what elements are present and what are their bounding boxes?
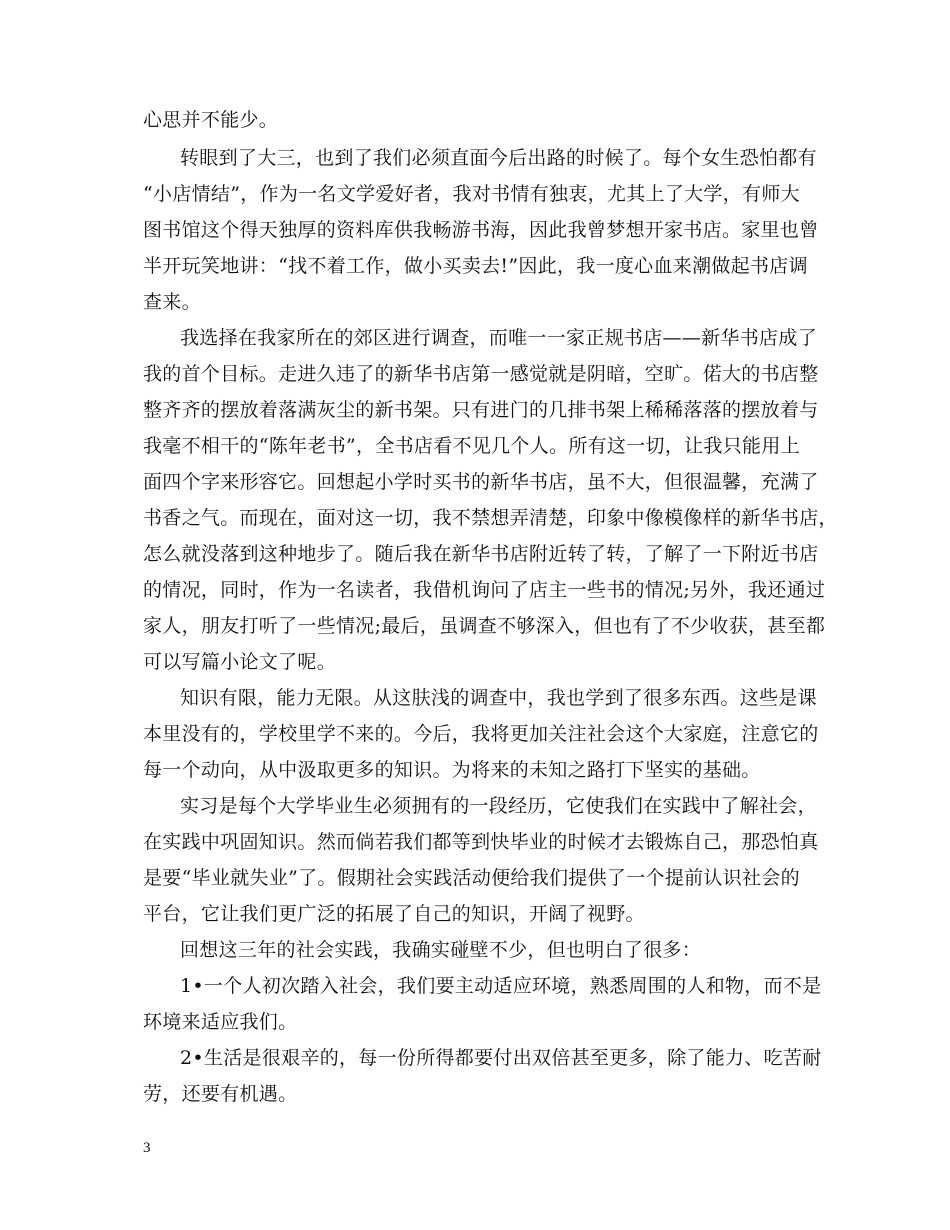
text-line: 转眼到了大三，也到了我们必须直面今后出路的时候了。每个女生恐怕都有 [180, 147, 817, 169]
text-line: 2•生活是很艰辛的，每一份所得都要付出双倍甚至更多，除了能力、吃苦耐 [180, 1047, 822, 1069]
text-line: 面四个字来形容它。回想起小学时买书的新华书店，虽不大，但很温馨，充满了 [143, 471, 819, 493]
text-line: 整齐齐的摆放着落满灰尘的新书架。只有进门的几排书架上稀稀落落的摆放着与 [143, 399, 819, 421]
text-line: 查来。 [143, 291, 201, 313]
text-line: 我选择在我家所在的郊区进行调查，而唯一一家正规书店——新华书店成了 [180, 327, 817, 349]
text-line: 环境来适应我们。 [143, 1011, 298, 1033]
text-line: 书香之气。而现在，面对这一切，我不禁想弄清楚，印象中像模像样的新华书店， [143, 507, 838, 529]
text-line: 我的首个目标。走进久违了的新华书店第一感觉就是阴暗，空旷。偌大的书店整 [143, 363, 819, 385]
text-line: 回想这三年的社会实践，我确实碰壁不少，但也明白了很多： [180, 939, 702, 961]
text-line: 是要“毕业就失业”了。假期社会实践活动便给我们提供了一个提前认识社会的 [143, 867, 800, 889]
text-line: 知识有限，能力无限。从这肤浅的调查中，我也学到了很多东西。这些是课 [180, 687, 817, 709]
page-number: 3 [143, 1140, 151, 1156]
text-line: 家人，朋友打听了一些情况;最后，虽调查不够深入，但也有了不少收获，甚至都 [143, 615, 826, 637]
text-line: 每一个动向，从中汲取更多的知识。为将来的未知之路打下坚实的基础。 [143, 759, 761, 781]
text-line: 可以写篇小论文了呢。 [143, 651, 337, 673]
text-line: 的情况，同时，作为一名读者，我借机询问了店主一些书的情况;另外，我还通过 [143, 579, 826, 601]
text-line: 图书馆这个得天独厚的资料库供我畅游书海，因此我曾梦想开家书店。家里也曾 [143, 219, 819, 241]
text-line: 半开玩笑地讲：“找不着工作，做小买卖去!”因此，我一度心血来潮做起书店调 [143, 255, 808, 277]
text-line: 心思并不能少。 [143, 109, 279, 131]
text-line: 本里没有的，学校里学不来的。今后，我将更加关注社会这个大家庭，注意它的 [143, 723, 819, 745]
text-line: 劳，还要有机遇。 [143, 1083, 298, 1105]
text-line: 1•一个人初次踏入社会，我们要主动适应环境，熟悉周围的人和物，而不是 [180, 975, 822, 997]
text-line: 实习是每个大学毕业生必须拥有的一段经历，它使我们在实践中了解社会， [180, 795, 817, 817]
text-line: 我毫不相干的“陈年老书”，全书店看不见几个人。所有这一切，让我只能用上 [143, 435, 800, 457]
text-line: 平台，它让我们更广泛的拓展了自己的知识，开阔了视野。 [143, 903, 645, 925]
text-line: “小店情结”，作为一名文学爱好者，我对书情有独衷，尤其上了大学，有师大 [143, 183, 800, 205]
text-line: 在实践中巩固知识。然而倘若我们都等到快毕业的时候才去锻炼自己，那恐怕真 [143, 831, 819, 853]
text-line: 怎么就没落到这种地步了。随后我在新华书店附近转了转，了解了一下附近书店 [143, 543, 819, 565]
